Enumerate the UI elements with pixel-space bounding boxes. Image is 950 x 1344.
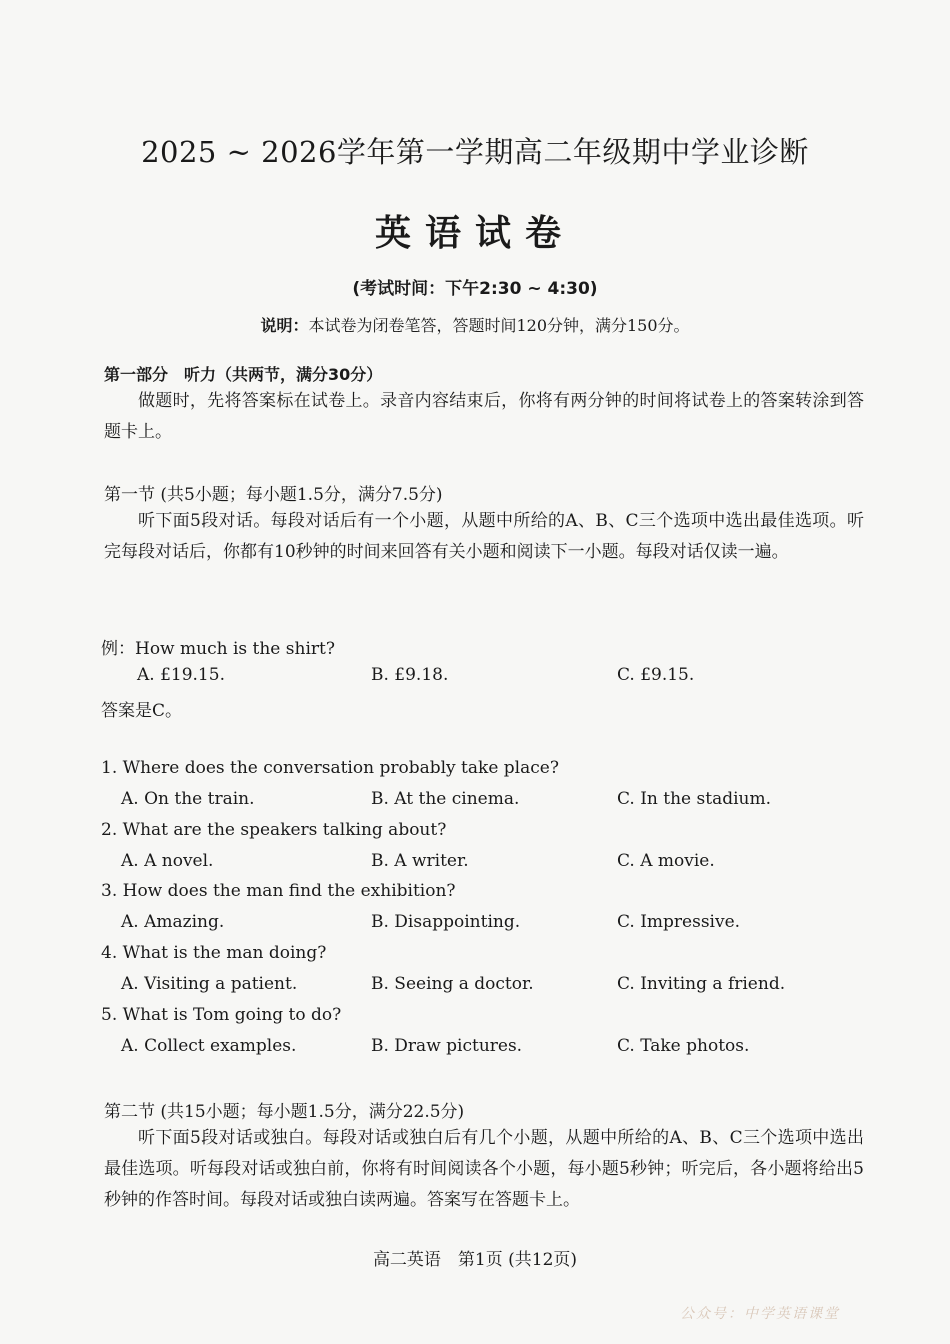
note-label: 说明： (260, 316, 309, 335)
note-text: 本试卷为闭卷笔答，答题时间120分钟，满分150分。 (308, 316, 690, 335)
question-4-option-a: A. Visiting a patient. (121, 974, 298, 994)
exam-time: (考试时间：下午2:30 ~ 4:30) (352, 279, 598, 299)
example-option-c: C. £9.15. (617, 665, 695, 685)
question-2-option-c: C. A movie. (617, 851, 715, 871)
question-3-option-b: B. Disappointing. (371, 912, 521, 932)
section2-instructions: 听下面5段对话或独白。每段对话或独白后有几个小题，从题中所给的A、B、C三个选项中选出最佳选项。听每段对话或独白前，你将有时间阅读各个小题，每小题5秒钟；听完后，各小题将给出5秒钟的作答时间。每段对话或独白读两遍。答案写在答题卡上。 (104, 1128, 864, 1210)
exam-title: 2025 ~ 2026学年第一学期高二年级期中学业诊断 (141, 135, 809, 169)
page-footer: 高二英语 第1页 (共12页) (372, 1250, 578, 1270)
section1-heading: 第一节 (共5小题；每小题1.5分，满分7.5分) (104, 485, 443, 505)
part1-intro: 做题时，先将答案标在试卷上。录音内容结束后，你将有两分钟的时间将试卷上的答案转涂到答题卡上。 (104, 391, 864, 442)
section1-instructions: 听下面5段对话。每段对话后有一个小题，从题中所给的A、B、C三个选项中选出最佳选项。听完每段对话后，你都有10秒钟的时间来回答有关小题和阅读下一小题。每段对话仅读一遍。 (104, 511, 864, 562)
question-1-option-c: C. In the stadium. (617, 789, 772, 809)
example-option-b: B. £9.18. (371, 665, 449, 685)
example-answer: 答案是C。 (101, 701, 183, 721)
example-question: 例：How much is the shirt? (101, 639, 335, 659)
question-2-option-b: B. A writer. (371, 851, 469, 871)
question-3: 3. How does the man find the exhibition? (101, 881, 456, 901)
question-5: 5. What is Tom going to do? (101, 1005, 342, 1025)
question-5-option-b: B. Draw pictures. (371, 1036, 523, 1056)
question-5-option-a: A. Collect examples. (121, 1036, 297, 1056)
question-4-option-b: B. Seeing a doctor. (371, 974, 534, 994)
example-option-a: A. £19.15. (137, 665, 225, 685)
question-4: 4. What is the man doing? (101, 943, 327, 963)
question-3-option-a: A. Amazing. (121, 912, 225, 932)
question-1-option-a: A. On the train. (121, 789, 255, 809)
question-3-option-c: C. Impressive. (617, 912, 741, 932)
question-2: 2. What are the speakers talking about? (101, 820, 447, 840)
exam-note (0, 313, 950, 336)
section2-heading: 第二节 (共15小题；每小题1.5分，满分22.5分) (104, 1102, 465, 1122)
question-1-option-b: B. At the cinema. (371, 789, 520, 809)
question-5-option-c: C. Take photos. (617, 1036, 750, 1056)
question-4-option-c: C. Inviting a friend. (617, 974, 786, 994)
part1-heading: 第一部分 听力（共两节，满分30分） (104, 365, 383, 384)
watermark: 公众号：中学英语课堂 (680, 1306, 840, 1322)
question-1: 1. Where does the conversation probably take place? (101, 758, 559, 778)
question-2-option-a: A. A novel. (121, 851, 214, 871)
exam-subject: 英语试卷 (374, 213, 575, 254)
